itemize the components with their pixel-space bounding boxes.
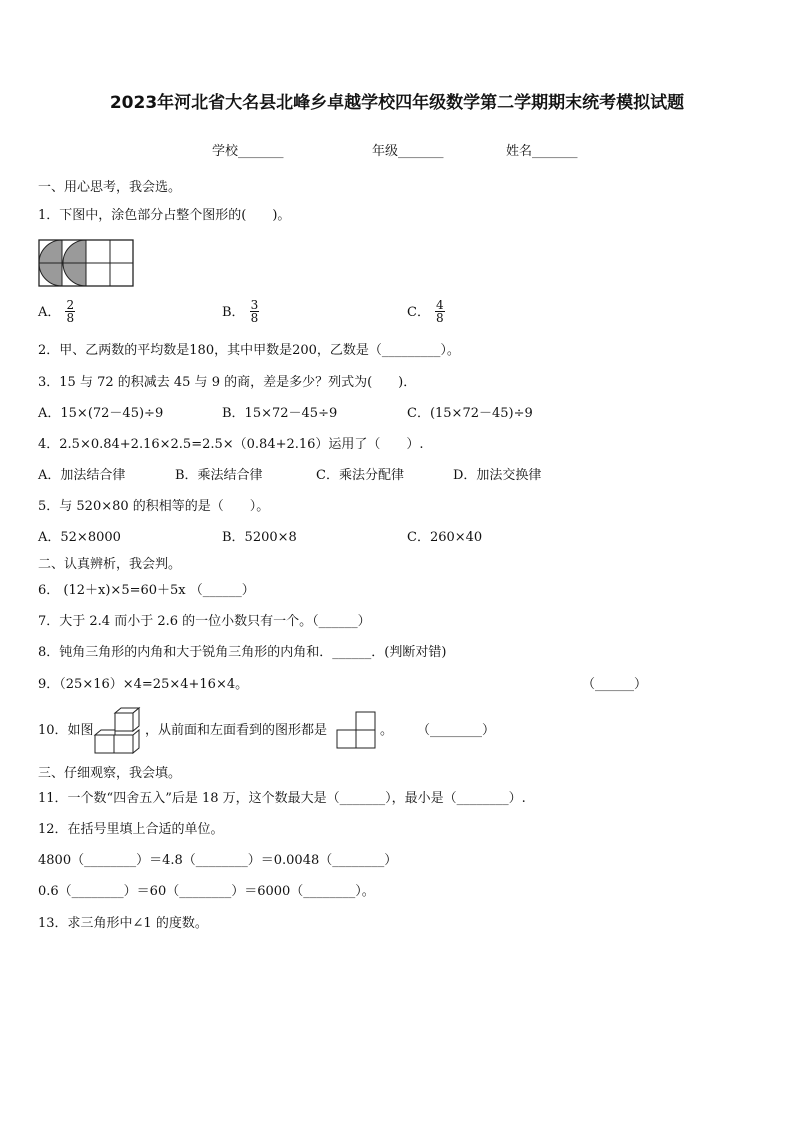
- q12-row-1: 4800（________）＝4.8（________）＝0.0048（________）: [38, 853, 398, 868]
- fraction: $\frac{2}{8}$: [66, 298, 75, 325]
- question-12: 12．在括号里填上合适的单位。: [38, 822, 224, 837]
- grade-field: 年级_______: [372, 144, 444, 159]
- q5-option-c[interactable]: C．260×40: [407, 530, 483, 545]
- section-2-heading: 二、认真辨析，我会判。: [38, 557, 182, 572]
- q4-option-d[interactable]: D．加法交换律: [453, 468, 542, 483]
- question-8: 8．钝角三角形的内角和大于锐角三角形的内角和．______．(判断对错): [38, 645, 447, 660]
- question-1: 1．下图中，涂色部分占整个图形的( )。: [38, 208, 291, 223]
- question-2: 2．甲、乙两数的平均数是180，其中甲数是200，乙数是（_________）。: [38, 343, 460, 358]
- question-10-middle: ，从前面和左面看到的图形都是: [145, 723, 328, 738]
- section-1-heading: 一、用心思考，我会选。: [38, 180, 182, 195]
- q1-option-a[interactable]: A． $\frac{2}{8}$: [38, 298, 75, 325]
- question-13: 13．求三角形中∠1 的度数。: [38, 916, 208, 931]
- question-3: 3．15 与 72 的积减去 45 与 9 的商，差是多少？列式为( )．: [38, 375, 417, 390]
- page-title: 2023年河北省大名县北峰乡卓越学校四年级数学第二学期期末统考模拟试题: [109, 93, 685, 113]
- section-3-heading: 三、仔细观察，我会填。: [38, 766, 182, 781]
- q4-option-c[interactable]: C．乘法分配律: [316, 468, 404, 483]
- q1-option-c[interactable]: C． $\frac{4}{8}$: [407, 298, 444, 325]
- q9-answer-blank[interactable]: （______）: [582, 677, 648, 692]
- question-7: 7．大于 2.4 而小于 2.6 的一位小数只有一个。（______）: [38, 614, 371, 629]
- question-4: 4．2.5×0.84+2.16×2.5=2.5×（0.84+2.16）运用了（ ）.: [38, 437, 424, 452]
- q3-option-b[interactable]: B．15×72－45÷9: [222, 406, 338, 421]
- q1-option-b[interactable]: B． $\frac{3}{8}$: [222, 298, 259, 325]
- q10-answer-blank[interactable]: （________）: [417, 723, 496, 738]
- question-6: 6． (12＋x)×5=60＋5x （______）: [38, 583, 255, 598]
- question-11: 11．一个数“四舍五入”后是 18 万，这个数最大是（_______），最小是（________）.: [38, 791, 526, 806]
- q5-option-a[interactable]: A．52×8000: [38, 530, 121, 545]
- q4-option-a[interactable]: A．加法结合律: [38, 468, 126, 483]
- q3-option-c[interactable]: C．(15×72－45)÷9: [407, 406, 533, 421]
- fraction: $\frac{4}{8}$: [436, 298, 444, 325]
- grid-figure: [38, 239, 134, 287]
- question-5: 5．与 520×80 的积相等的是（ ）。: [38, 499, 270, 514]
- q3-option-a[interactable]: A．15×(72－45)÷9: [38, 406, 164, 421]
- question-10-prefix: 10．如图: [38, 723, 94, 738]
- question-10-suffix: 。: [380, 723, 394, 738]
- name-field: 姓名_______: [506, 144, 578, 159]
- cube-stack-figure: [93, 706, 143, 754]
- view-shape-figure: [336, 711, 378, 749]
- fraction: $\frac{3}{8}$: [250, 298, 259, 325]
- question-9: 9．（25×16）×4=25×4+16×4。: [38, 677, 249, 692]
- school-field: 学校_______: [212, 144, 284, 159]
- q12-row-2: 0.6（________）＝60（________）＝6000（________）。: [38, 884, 375, 899]
- q4-option-b[interactable]: B．乘法结合律: [175, 468, 263, 483]
- q5-option-b[interactable]: B．5200×8: [222, 530, 297, 545]
